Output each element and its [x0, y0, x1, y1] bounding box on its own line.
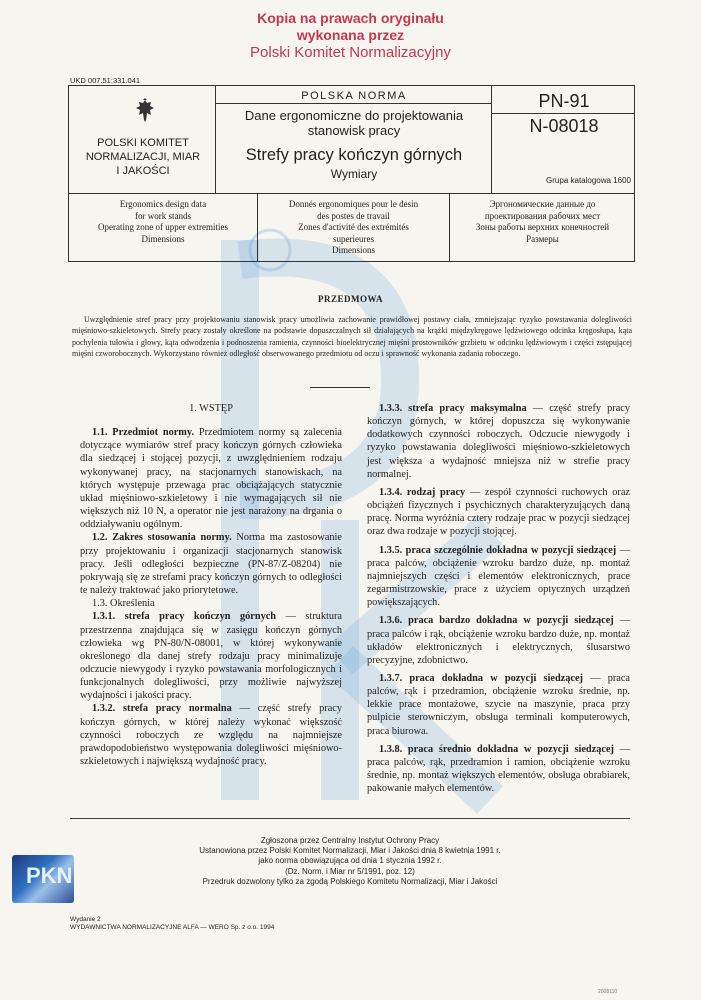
paragraph-1-2 — [80, 531, 342, 597]
standard-number-line-2: N-08018 — [529, 116, 599, 136]
paragraph-title: 1.3.6. praca bardzo dokładna w pozycji siedzącej — [379, 615, 614, 627]
paragraph-body: Przedmiotem normy są zalecenia dotyczące wymiarów stref pracy kończyn górnych człowieka dla siedzącej i stojącej pozycji, z uwzględnieniem rodzaju wykonywanej pracy, na stacjonarnych stanowiskach, na których występuje przewaga prac obciążających statycznie układ mięśniowo-szkieletowy i nie wymagających sił nie większych niż 10 N, a operator nie jest narażony na drgania o oddziaływaniu ogólnym. — [80, 427, 343, 531]
paragraph-title: 1.3.2. strefa pracy normalna — [92, 703, 232, 715]
stamp-line-1: Kopia na prawach oryginału — [257, 10, 444, 26]
title-line-1: Dane ergonomiczne do projektowania — [244, 108, 464, 123]
footer-divider — [70, 818, 630, 819]
en-line: Dimensions — [141, 233, 185, 244]
footer-line-4: (Dz. Norm. i Miar nr 5/1991, poz. 12) — [285, 866, 415, 876]
paragraph-title: 1.2. Zakres stosowania normy. — [92, 532, 232, 544]
norm-label: POLSKA NORMA — [301, 90, 407, 102]
paragraph-title: 1.3.5. praca szczególnie dokładna w pozycji siedzącej — [379, 544, 617, 556]
paragraph-body: — praca palców i rąk, obciążenie wzroku bardzo duże, np. montaż układów elektronicznych i elektrycznych, ślusarstwo precyzyjne, zdobnictwo. — [367, 615, 630, 666]
fr-line: Donnés ergonomiques pour le desin — [288, 199, 419, 209]
en-line: Ergonomics design data — [119, 199, 207, 209]
polish-eagle-emblem-icon — [135, 98, 155, 124]
paragraph-title: 1.1. Przedmiot normy. — [92, 427, 195, 439]
paragraph-1-3-1 — [80, 610, 342, 702]
organization-name — [77, 136, 209, 178]
hologram-mark: PKN — [26, 863, 73, 888]
subtitle: Wymiary — [330, 167, 378, 181]
footer-line-2: Ustanowiona przez Polski Komitet Normalizacji, Miar i Jakości dnia 8 kwietnia 1991 r. — [199, 846, 501, 856]
paragraph-1-3-2 — [80, 702, 342, 768]
hologram-sticker — [12, 855, 74, 903]
paragraph-title: 1.3.3. strefa pracy maksymalna — [379, 403, 527, 414]
stamp-line-2: wykonana przez — [296, 27, 405, 43]
footer-line-1: Zgłoszona przez Centralny Instytut Ochrony Pracy — [260, 836, 440, 845]
header-table — [68, 85, 635, 262]
paragraph-1-1 — [80, 426, 342, 531]
footer-info — [90, 836, 610, 887]
right-column — [367, 402, 630, 795]
paragraph-1-3-8 — [367, 743, 630, 796]
en-line: Operating zone of upper extremities — [98, 222, 228, 232]
ru-line: Зоны работы верхних конечностей — [475, 222, 610, 232]
organization-line-3: I JAKOŚCI — [116, 165, 170, 177]
standard-title — [217, 108, 491, 138]
ru-line: Размеры — [526, 233, 559, 244]
ru-line: проектирования рабочих мест — [484, 210, 601, 221]
standard-number-line-1: PN-91 — [538, 91, 590, 111]
title-line-2: stanowisk pracy — [307, 123, 401, 138]
russian-title — [450, 199, 635, 245]
paragraph-1-3-7 — [367, 672, 630, 738]
main-title: Strefy pracy kończyn górnych — [245, 146, 463, 164]
preface-text: Uwzględnienie stref pracy przy projektowaniu stanowisk pracy umożliwia zachowanie prawidłowej postawy ciała, zmniejszając ryzyko powstawania dolegliwości mięśniowo-szkieletowych. Strefy pracy zostały określone na podstawie dopuszczalnych sił działających na krążki międzykręgowe lędźwiowego odcinka kręgosłupa, kąta pochylenia tułowia i głowy, kąta odwodzenia i podnoszenia ramienia, czynności bioelektrycznej mięśni prostowników grzbietu w odcinku lędźwiowym i części zstępującej mięśni czworobocznych. Wykorzystano również odległość obserwowanego przedmiotu od oczu i sprawność wykonania zadania roboczego. — [72, 315, 632, 358]
divider — [310, 387, 370, 388]
fr-line: des postes de travail — [317, 210, 390, 221]
paragraph-1-3-6 — [367, 614, 630, 667]
paragraph-body: Norma ma zastosowanie przy projektowaniu i organizacji stacjonarnych stanowisk pracy. Jeśli odległości bezpieczne (PN-87/Z-08204) nie pokrywają się ze strefami pracy kończyn górnych to odległości te należy traktować jako priorytetowe. — [80, 532, 342, 597]
paragraph-body: — praca palców, rąk, przedramion i ramion, obciążenie wzroku średnie, np. montaż większych elementów, obsługa obrabiarek, pakowanie małych elementów. — [367, 743, 631, 795]
stamp-line-3: Polski Komitet Normalizacyjny — [250, 44, 451, 61]
ru-line: Эргономические данные до — [489, 199, 596, 209]
paragraph-1-3-3 — [367, 402, 630, 481]
edition-info — [70, 916, 274, 932]
copy-stamp — [0, 10, 701, 61]
catalog-group: Grupa katalogowa 1600 — [546, 176, 631, 185]
en-line: for work stands — [135, 210, 191, 221]
paragraph-title: 1.3.1. strefa pracy kończyn górnych — [92, 611, 277, 623]
paragraph-title: 1.3. Określenia — [92, 598, 155, 610]
fr-line: superieures — [333, 233, 374, 244]
paragraph-body: — praca palców, rąk i przedramion, obciążenie wzroku średnie, np. lekkie prace montażowe, szycie na maszynie, praca przy pulpicie sterowniczym, obsługa terminali komputerowych, praca biurowa. — [367, 672, 631, 737]
paragraph-title: 1.3.8. praca średnio dokładna w pozycji siedzącej — [379, 743, 614, 755]
fr-line: Zones d'activité des extrémités — [298, 222, 409, 232]
paragraph-1-3-5 — [367, 544, 630, 610]
footer-line-5: Przedruk dozwolony tylko za zgodą Polskiego Komitetu Normalizacji, Miar i Jakości — [202, 876, 498, 886]
paragraph-body: — praca palców, obciążenie wzroku bardzo duże, np. montaż najmniejszych części i elementów elektronicznych, prace zegarmistrzowskie, prace z użyciem optycznych urządzeń powiększających. — [367, 544, 631, 609]
paragraph-body: — część strefy pracy kończyn górnych, w której należy wykonać większość czynności roboczych ze względu na najmniejsze prawdopodobieństwo występowania dolegliwości mięśniowo-szkieletowych i największą wydajność pracy. — [80, 703, 342, 768]
edition-line-1: Wydanie 2 — [70, 916, 101, 923]
preface-title: PRZEDMOWA — [318, 294, 383, 304]
scan-number: 2008110 — [598, 989, 618, 995]
paragraph-body: — zespół czynności ruchowych oraz obciążeń fizycznych i psychicznych charakteryzujących daną pracę. Norma wyróżnia cztery rodzaje prac w pozycji siedzącej oraz dwa rodzaje w pozycji stojącej. — [367, 486, 630, 538]
left-column — [80, 402, 342, 768]
paragraph-1-3-4 — [367, 486, 630, 539]
paragraph-title: 1.3.7. praca dokładna w pozycji siedzącej — [379, 672, 583, 684]
paragraph-body: — część strefy pracy kończyn górnych, w której dopuszcza się wykonywanie dodatkowych czynności roboczych. Odczucie niewygody i ryzyko powstawania dolegliwości mięśniowo-szkieletowych jest większa a wydajność mniejsza niż w strefie pracy normalnej. — [367, 403, 630, 480]
english-title — [69, 199, 257, 245]
organization-line-1: POLSKI KOMITET — [97, 137, 189, 149]
paragraph-1-3 — [80, 597, 342, 610]
organization-line-2: NORMALIZACJI, MIAR — [85, 151, 201, 163]
footer-line-3: jako norma obowiązująca od dnia 1 stycznia 1992 r. — [258, 856, 442, 866]
udk-code: UKD 007.51:331.041 — [70, 76, 141, 85]
section-heading: 1. WSTĘP — [189, 403, 233, 414]
paragraph-body: — struktura przestrzenna znajdująca się w zasięgu kończyn górnych człowieka wg PN-80/N-08001, w której wykonywanie określonego dla danej strefy rodzaju pracy minimalizuje odczucie niewygody i ryzyko powstawania morfologicznych i funkcjonalnych dolegliwości, przy możliwie najwyższej wydajności i jakości pracy. — [80, 611, 342, 702]
french-title — [258, 199, 449, 257]
edition-line-2: WYDAWNICTWA NORMALIZACYJNE ALFA — WERO Sp. z o.o. 1994 — [70, 924, 275, 931]
fr-line: Dimensions — [331, 245, 375, 255]
paragraph-title: 1.3.4. rodzaj pracy — [379, 486, 466, 498]
